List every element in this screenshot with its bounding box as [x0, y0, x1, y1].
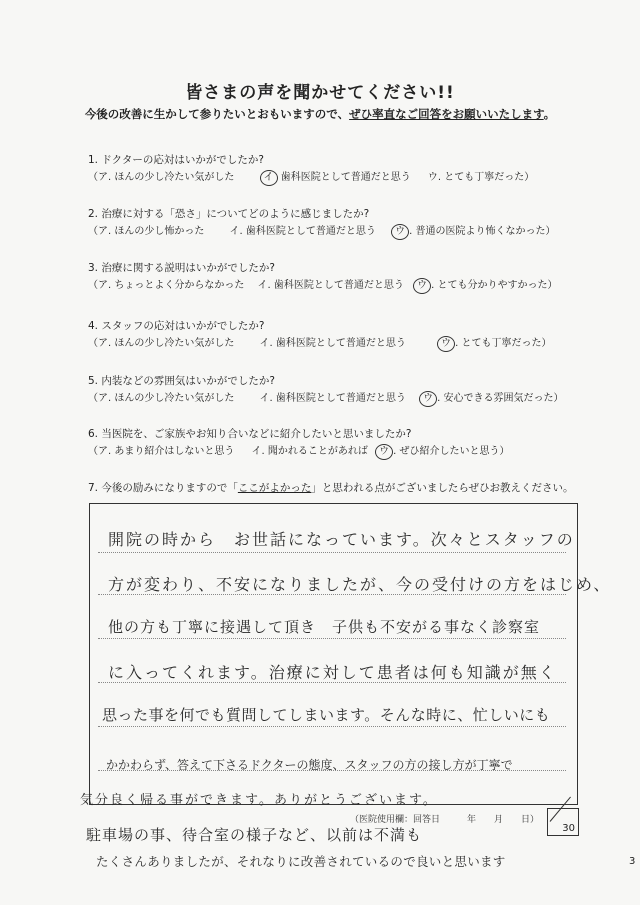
question-1: [88, 152, 534, 186]
selected-circle: ウ: [437, 336, 455, 352]
count-value: 30: [562, 823, 575, 834]
question-text: 1. ドクターの応対はいかがでしたか?: [88, 154, 265, 166]
selected-circle: ウ: [413, 278, 431, 294]
handwritten-line: かかわらず、答えて下さるドクターの態度、スタッフの方の接し方が丁寧で: [106, 758, 513, 772]
question-text: 3. 治療に関する説明はいかがでしたか?: [88, 262, 275, 274]
option-a: （ア. ほんの少し冷たい気がした: [88, 393, 235, 404]
question-2: [88, 206, 555, 240]
question-options: [88, 390, 563, 407]
handwritten-line: 思った事を何でも質問してしまいます。そんな時に、忙しいにも: [102, 706, 551, 724]
question-options: [88, 169, 534, 186]
question-options: [88, 223, 555, 240]
option-c: . 普通の医院より怖くなかった）: [409, 226, 556, 237]
clinic-use-note: （医院使用欄：回答日 年 月 日）: [350, 815, 540, 825]
selected-circle: イ: [260, 170, 278, 186]
page-title: 皆さまの声を聞かせてください!!: [185, 83, 455, 103]
option-b: 歯科医院として普通だと思う: [280, 172, 411, 183]
option-b: イ. 聞かれることがあれば: [251, 446, 368, 457]
question-text: 5. 内装などの雰囲気はいかがでしたか?: [88, 375, 275, 387]
count-box: [547, 808, 579, 836]
question-5: [88, 373, 563, 407]
option-a: （ア. あまり紹介はしないと思う: [88, 446, 235, 457]
subtitle-end: 。: [543, 107, 556, 121]
option-c: . ぜひ紹介したいと思う）: [393, 446, 510, 457]
handwritten-line: 駐車場の事、待合室の様子など、以前は不満も: [86, 826, 423, 844]
guide-line: [98, 552, 566, 553]
q7-text-end: 」と思われる点がございましたらぜひお教えください。: [311, 482, 574, 494]
question-3: [88, 260, 557, 294]
option-a: （ア. ほんの少し冷たい気がした: [88, 338, 235, 349]
option-a: （ア. ほんの少し怖かった: [88, 226, 205, 237]
handwritten-line: 気分良く帰る事ができます。ありがとうございます。: [80, 793, 438, 808]
option-a: （ア. ほんの少し冷たい気がした: [88, 172, 235, 183]
question-text: 4. スタッフの応対はいかがでしたか?: [88, 320, 265, 332]
question-options: [88, 277, 557, 294]
page-subtitle: [0, 106, 640, 122]
option-b: イ. 歯科医院として普通だと思う: [257, 280, 404, 291]
handwritten-line: 開院の時から お世話になっています。次々とスタッフの: [108, 530, 575, 549]
handwritten-line: 他の方も丁寧に接遇して頂き 子供も不安がる事なく診察室: [108, 618, 541, 636]
option-a: （ア. ちょっとよく分からなかった: [88, 280, 245, 291]
option-c: . 安心できる雰囲気だった）: [437, 393, 564, 404]
q7-text: 7. 今後の励みになりますので「: [88, 482, 238, 494]
selected-circle: ウ: [391, 224, 409, 240]
question-6: [88, 426, 509, 460]
option-c: ウ. とても丁寧だった）: [427, 172, 535, 183]
selected-circle: ウ: [375, 444, 393, 460]
guide-line: [98, 726, 566, 727]
page-mark: 3: [629, 856, 636, 867]
option-b: イ. 歯科医院として普通だと思う: [259, 338, 406, 349]
selected-circle: ウ: [419, 391, 437, 407]
option-c: . とても丁寧だった）: [455, 338, 552, 349]
question-4: [88, 318, 551, 352]
q7-emphasis: ここがよかった: [237, 482, 312, 494]
guide-line: [98, 638, 566, 639]
option-c: . とても分かりやすかった）: [431, 280, 558, 291]
question-options: [88, 443, 509, 460]
option-b: イ. 歯科医院として普通だと思う: [229, 226, 376, 237]
question-options: [88, 335, 551, 352]
subtitle-text: 今後の改善に生かして参りたいとおもいますので、: [84, 107, 350, 121]
subtitle-emphasis: ぜひ率直なご回答をお願いいたします: [349, 107, 544, 121]
handwritten-line: たくさんありましたが、それなりに改善されているので良いと思います: [96, 854, 506, 869]
handwritten-line: 方が変わり、不安になりましたが、今の受付けの方をはじめ、: [108, 575, 612, 594]
handwritten-line: に入ってくれます。治療に対して患者は何も知識が無く: [108, 663, 557, 682]
question-7: [88, 480, 574, 497]
question-text: 6. 当医院を、ご家族やお知り合いなどに紹介したいと思いましたか?: [88, 428, 412, 440]
option-b: イ. 歯科医院として普通だと思う: [259, 393, 406, 404]
question-text: 2. 治療に対する「恐さ」についてどのように感じましたか?: [88, 208, 370, 220]
